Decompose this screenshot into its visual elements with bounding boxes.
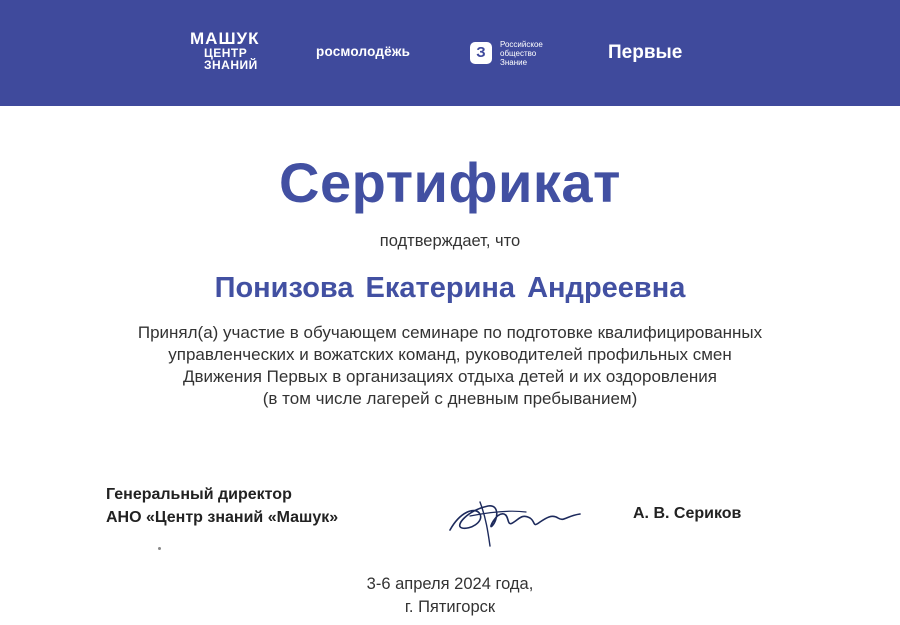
certificate-subtitle: подтверждает, что: [379, 232, 521, 250]
header-banner: [0, 0, 900, 106]
znanie-icon: З: [470, 42, 492, 64]
body-line-4: (в том числе лагерей с дневным пребыванием): [262, 389, 638, 408]
body-line-1: Принял(а) участие в обучающем семинаре по подготовке квалифицированных: [137, 323, 763, 342]
date-and-place: [0, 573, 900, 619]
signer-name: А. В. Сериков: [633, 505, 742, 522]
recipient-name: Понизова Екатерина Андреевна: [214, 272, 686, 304]
event-place: г. Пятигорск: [404, 598, 496, 616]
mashuk-logo: [190, 30, 259, 71]
certificate-title: Сертификат: [279, 151, 621, 214]
rosmolodezh-logo: росмолодёжь: [316, 44, 411, 59]
signer-position: [106, 483, 338, 529]
handwritten-signature: [440, 492, 600, 552]
znanie-logo-line-2: общество: [500, 49, 537, 58]
pervye-logo: Первые: [608, 42, 683, 63]
znanie-logo-line-3: Знание: [500, 58, 528, 67]
body-line-3: Движения Первых в организациях отдыха детей и их оздоровления: [182, 367, 718, 386]
znanie-logo-text: [500, 40, 580, 67]
body-line-2: управленческих и вожатских команд, руководителей профильных смен: [168, 345, 732, 364]
scan-speck: [158, 547, 161, 550]
mashuk-logo-line-3: ЗНАНИЙ: [204, 58, 258, 72]
znanie-logo-line-1: Российское: [500, 40, 543, 49]
position-line-2: АНО «Центр знаний «Машук»: [106, 509, 339, 526]
event-date: 3-6 апреля 2024 года,: [366, 575, 534, 593]
mashuk-logo-line-1: МАШУК: [190, 29, 260, 48]
position-line-1: Генеральный директор: [106, 486, 292, 503]
certificate-body: [40, 322, 860, 410]
mashuk-logo-line-2: ЦЕНТР: [204, 46, 248, 60]
